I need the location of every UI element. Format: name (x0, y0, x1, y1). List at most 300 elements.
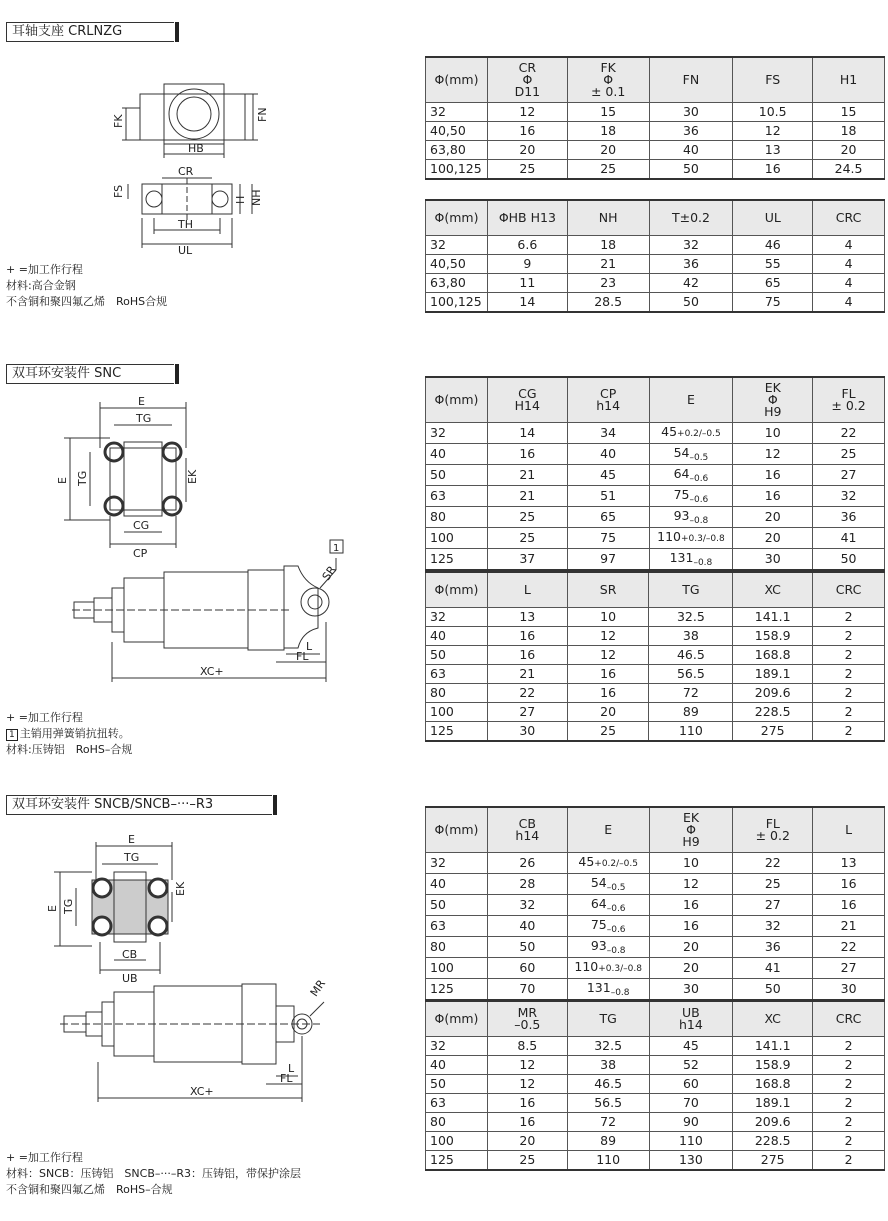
table-header-row (426, 200, 885, 236)
table-cell: 63 (426, 486, 488, 507)
table-cell: 9 (487, 255, 567, 274)
table-cell: 20 (567, 703, 649, 722)
dim-xc: XC+ (200, 665, 224, 678)
dim-e-left: E (56, 477, 69, 484)
column-header: NH (567, 200, 649, 236)
table-row (426, 1113, 885, 1132)
column-header: FN (649, 57, 733, 103)
table-cell: 2 (813, 646, 885, 665)
table-cell: 40 (426, 1056, 488, 1075)
table-cell: 32 (813, 486, 885, 507)
notes-snc: + =加工作行程 1 主销用弹簧销抗扭转。 材料:压铸铝 RoHS–合规 (6, 711, 133, 756)
table-cell: 60 (487, 958, 567, 979)
table-cell: 40 (426, 874, 488, 895)
column-header: Φ(mm) (426, 377, 488, 423)
table-cell: 158.9 (733, 1056, 813, 1075)
table-row (426, 684, 885, 703)
dim-cg: CG (133, 519, 150, 532)
table-row (426, 486, 885, 507)
column-header: ΦHB H13 (487, 200, 567, 236)
table-cell: 100,125 (426, 293, 488, 313)
table-cell: 32 (649, 236, 733, 255)
table-cell: 63,80 (426, 274, 488, 293)
table-cell: 2 (813, 627, 885, 646)
table-cell: 36 (649, 122, 733, 141)
table-cell: 50 (649, 293, 733, 313)
table-cell: 63 (426, 1094, 488, 1113)
table-cell: 55 (733, 255, 813, 274)
table-cell: 50 (426, 646, 488, 665)
table-cell: 16 (487, 627, 567, 646)
table-cell: 41 (813, 528, 885, 549)
table-cell: 65 (567, 507, 649, 528)
table-cell: 110+0.3/–0.8 (649, 528, 733, 549)
table-cell: 2 (813, 1132, 885, 1151)
table-cell: 46 (733, 236, 813, 255)
table-cell: 63 (426, 916, 488, 937)
table-cell: 2 (813, 665, 885, 684)
table-cell: 22 (813, 423, 885, 444)
table-snc-1 (425, 376, 885, 571)
table-cell: 80 (426, 684, 488, 703)
table-cell: 209.6 (733, 684, 813, 703)
table-header-row (426, 377, 885, 423)
column-header: CG H14 (487, 377, 567, 423)
dim-tg-left: TG (76, 470, 89, 486)
table-row (426, 1075, 885, 1094)
dim-ub: UB (122, 972, 138, 985)
table-cell: $93_{-0.8}$ (649, 507, 733, 528)
table-row (426, 1094, 885, 1113)
table-cell: 63 (426, 665, 488, 684)
table-cell: 16 (487, 646, 567, 665)
table-cell: 2 (813, 1113, 885, 1132)
column-header: Φ(mm) (426, 1001, 488, 1037)
callout-marker-1: 1 (333, 543, 340, 554)
table-cell: 50 (813, 549, 885, 571)
column-header: CRC (813, 572, 885, 608)
table-cell: 21 (487, 465, 567, 486)
table-cell: 25 (487, 507, 567, 528)
table-crlnzg-2 (425, 199, 885, 313)
table-cell: 4 (813, 293, 885, 313)
table-cell: $64_{-0.6}$ (649, 465, 733, 486)
table-cell: 158.9 (733, 627, 813, 646)
table-cell: 27 (813, 958, 885, 979)
table-row (426, 895, 885, 916)
dim-e-top: E (138, 395, 145, 408)
table-cell: 11 (487, 274, 567, 293)
table-cell: 16 (487, 122, 567, 141)
table-cell: 27 (733, 895, 813, 916)
column-header: Φ(mm) (426, 572, 488, 608)
table-cell: 10 (567, 608, 649, 627)
column-header: UB h14 (649, 1001, 733, 1037)
table-header-row (426, 572, 885, 608)
table-cell: 12 (487, 1075, 567, 1094)
table-cell: 189.1 (733, 665, 813, 684)
table-row (426, 103, 885, 122)
table-cell: 209.6 (733, 1113, 813, 1132)
table-crlnzg-1 (425, 56, 885, 180)
table-cell: 72 (649, 684, 733, 703)
table-cell: 16 (487, 1113, 567, 1132)
column-header: E (649, 377, 733, 423)
table-row (426, 255, 885, 274)
table-cell: 130 (649, 1151, 733, 1171)
table-cell: 51 (567, 486, 649, 507)
table-cell: 12 (649, 874, 733, 895)
table-header-row (426, 1001, 885, 1037)
table-cell: 25 (567, 160, 649, 180)
table-cell: 110+0.3/–0.8 (567, 958, 649, 979)
table-cell: 18 (567, 236, 649, 255)
dim-cp: CP (133, 547, 148, 560)
table-cell: 32.5 (567, 1037, 649, 1056)
table-cell: 20 (733, 528, 813, 549)
table-cell: 16 (649, 895, 733, 916)
table-row (426, 916, 885, 937)
table-cell: 25 (487, 160, 567, 180)
dim-tg-top: TG (124, 851, 140, 864)
dim-h: H (234, 195, 247, 204)
table-cell: 32 (426, 608, 488, 627)
table-cell: 27 (487, 703, 567, 722)
table-cell: 20 (567, 141, 649, 160)
table-cell: 21 (813, 916, 885, 937)
table-cell: 228.5 (733, 1132, 813, 1151)
table-cell: 141.1 (733, 1037, 813, 1056)
table-cell: $75_{-0.6}$ (649, 486, 733, 507)
table-cell: 38 (567, 1056, 649, 1075)
column-header: CRC (813, 200, 885, 236)
table-cell: 90 (649, 1113, 733, 1132)
table-cell: 36 (813, 507, 885, 528)
column-header: T±0.2 (649, 200, 733, 236)
table-cell: 16 (733, 465, 813, 486)
table-cell: 24.5 (813, 160, 885, 180)
table-cell: 45+0.2/–0.5 (649, 423, 733, 444)
table-cell: 10.5 (733, 103, 813, 122)
table-cell: 189.1 (733, 1094, 813, 1113)
table-cell: 36 (733, 937, 813, 958)
table-cell: 30 (733, 549, 813, 571)
crlnzg-body-front (140, 94, 245, 140)
table-cell: $54_{-0.5}$ (649, 444, 733, 465)
table-cell: 28.5 (567, 293, 649, 313)
table-cell: 45 (649, 1037, 733, 1056)
snc-drawing (40, 392, 360, 692)
table-cell: 16 (487, 1094, 567, 1113)
table-cell: 125 (426, 1151, 488, 1171)
table-cell: 100 (426, 703, 488, 722)
dim-xc: XC+ (190, 1085, 214, 1098)
table-cell: 80 (426, 1113, 488, 1132)
table-cell: 32.5 (649, 608, 733, 627)
table-cell: 32 (733, 916, 813, 937)
table-cell: 45+0.2/–0.5 (567, 853, 649, 874)
table-snc-2 (425, 571, 885, 742)
dim-fn: FN (256, 107, 269, 122)
column-header: TG (567, 1001, 649, 1037)
table-cell: 42 (649, 274, 733, 293)
table-cell: 18 (813, 122, 885, 141)
table-cell: 36 (649, 255, 733, 274)
table-cell: 10 (649, 853, 733, 874)
dim-th: TH (178, 218, 193, 231)
section-title-sncb: 双耳环安装件 SNCB/SNCB–···–R3 (6, 795, 272, 815)
table-cell: 10 (733, 423, 813, 444)
table-cell: 20 (649, 958, 733, 979)
table-cell: 4 (813, 236, 885, 255)
dim-sr: SR (319, 563, 339, 583)
table-cell: 25 (567, 722, 649, 742)
table-cell: 100 (426, 958, 488, 979)
table-cell: 25 (487, 528, 567, 549)
table-cell: 80 (426, 937, 488, 958)
table-cell: 60 (649, 1075, 733, 1094)
table-cell: 4 (813, 255, 885, 274)
table-cell: 15 (813, 103, 885, 122)
table-cell: 37 (487, 549, 567, 571)
table-cell: 2 (813, 1094, 885, 1113)
table-row (426, 444, 885, 465)
table-row (426, 549, 885, 571)
table-cell: 23 (567, 274, 649, 293)
dim-l: L (306, 640, 313, 653)
table-cell: 168.8 (733, 646, 813, 665)
column-header: Φ(mm) (426, 200, 488, 236)
table-row (426, 703, 885, 722)
dim-e-top: E (128, 833, 135, 846)
table-row (426, 937, 885, 958)
table-cell: 22 (813, 937, 885, 958)
section-title-snc: 双耳环安装件 SNC (6, 364, 174, 384)
table-row (426, 853, 885, 874)
table-row (426, 423, 885, 444)
column-header: CR Φ D11 (487, 57, 567, 103)
table-cell: 12 (733, 122, 813, 141)
table-cell: 4 (813, 274, 885, 293)
table-cell: 50 (426, 895, 488, 916)
table-cell: 16 (567, 684, 649, 703)
table-row (426, 722, 885, 742)
column-header: EK Φ H9 (649, 807, 733, 853)
table-row (426, 979, 885, 1001)
table-cell: 16 (567, 665, 649, 684)
table-cell: 30 (487, 722, 567, 742)
dim-e-left: E (46, 905, 59, 912)
table-cell: 89 (649, 703, 733, 722)
table-cell: 63,80 (426, 141, 488, 160)
dim-nh: NH (250, 189, 263, 206)
table-cell: 50 (649, 160, 733, 180)
dim-fl: FL (280, 1072, 293, 1085)
table-cell: 12 (487, 103, 567, 122)
table-row (426, 1132, 885, 1151)
table-cell: 110 (649, 1132, 733, 1151)
table-cell: 40,50 (426, 122, 488, 141)
table-cell: 50 (733, 979, 813, 1001)
table-row (426, 1151, 885, 1171)
table-cell: 40 (426, 444, 488, 465)
table-cell: 27 (813, 465, 885, 486)
table-cell: 72 (567, 1113, 649, 1132)
table-cell: 32 (426, 103, 488, 122)
table-cell: 168.8 (733, 1075, 813, 1094)
column-header: TG (649, 572, 733, 608)
table-cell: 275 (733, 1151, 813, 1171)
table-cell: 40,50 (426, 255, 488, 274)
column-header: L (813, 807, 885, 853)
note-marker-1: 1 (6, 729, 18, 741)
table-row (426, 160, 885, 180)
table-cell: 228.5 (733, 703, 813, 722)
table-row (426, 528, 885, 549)
table-cell: 30 (649, 979, 733, 1001)
table-cell: 15 (567, 103, 649, 122)
table-row (426, 1037, 885, 1056)
table-cell: 34 (567, 423, 649, 444)
column-header: E (567, 807, 649, 853)
table-cell: 20 (649, 937, 733, 958)
table-cell: 6.6 (487, 236, 567, 255)
table-cell: 41 (733, 958, 813, 979)
table-cell: 8.5 (487, 1037, 567, 1056)
table-cell: 52 (649, 1056, 733, 1075)
table-cell: 16 (733, 486, 813, 507)
table-cell: 50 (426, 465, 488, 486)
table-cell: 2 (813, 1075, 885, 1094)
table-header-row (426, 57, 885, 103)
table-cell: 20 (487, 1132, 567, 1151)
table-cell: 12 (567, 627, 649, 646)
table-cell: 16 (649, 916, 733, 937)
table-cell: 2 (813, 1151, 885, 1171)
table-cell: 32 (426, 423, 488, 444)
column-header: XC (733, 572, 813, 608)
table-cell: $93_{-0.8}$ (567, 937, 649, 958)
table-cell: 2 (813, 1056, 885, 1075)
column-header: FL ± 0.2 (813, 377, 885, 423)
column-header: CRC (813, 1001, 885, 1037)
table-cell: 50 (426, 1075, 488, 1094)
column-header: FK Φ ± 0.1 (567, 57, 649, 103)
table-cell: $54_{-0.5}$ (567, 874, 649, 895)
table-row (426, 646, 885, 665)
table-row (426, 293, 885, 313)
table-cell: 75 (567, 528, 649, 549)
column-header: EK Φ H9 (733, 377, 813, 423)
table-cell: 12 (487, 1056, 567, 1075)
notes-crlnzg: + =加工作行程 材料:高合金钢 不含铜和聚四氟乙烯 RoHS合规 (6, 263, 168, 308)
crlnzg-drawing (100, 60, 290, 260)
section-title-crlnzg: 耳轴支座 CRLNZG (6, 22, 174, 42)
table-cell: 2 (813, 703, 885, 722)
table-cell: 56.5 (567, 1094, 649, 1113)
table-row (426, 665, 885, 684)
table-row (426, 874, 885, 895)
table-cell: 32 (487, 895, 567, 916)
table-cell: 80 (426, 507, 488, 528)
column-header: FS (733, 57, 813, 103)
column-header: MR –0.5 (487, 1001, 567, 1037)
table-cell: 21 (487, 486, 567, 507)
table-cell: 40 (426, 627, 488, 646)
table-cell: 46.5 (649, 646, 733, 665)
table-sncb-1 (425, 806, 885, 1001)
table-cell: 100 (426, 1132, 488, 1151)
table-cell: 40 (487, 916, 567, 937)
table-cell: 70 (487, 979, 567, 1001)
table-cell: 30 (813, 979, 885, 1001)
table-sncb-2 (425, 1000, 885, 1171)
table-row (426, 958, 885, 979)
table-cell: 110 (649, 722, 733, 742)
dim-ek: EK (174, 881, 187, 896)
table-cell: 141.1 (733, 608, 813, 627)
table-cell: $131_{-0.8}$ (567, 979, 649, 1001)
table-row (426, 627, 885, 646)
table-row (426, 507, 885, 528)
table-cell: 30 (649, 103, 733, 122)
table-cell: 12 (733, 444, 813, 465)
table-cell: 46.5 (567, 1075, 649, 1094)
sncb-drawing (40, 822, 340, 1112)
table-cell: $131_{-0.8}$ (649, 549, 733, 571)
table-cell: 75 (733, 293, 813, 313)
dim-fl: FL (296, 650, 309, 663)
column-header: L (487, 572, 567, 608)
table-cell: 25 (813, 444, 885, 465)
table-cell: 13 (487, 608, 567, 627)
column-header: UL (733, 200, 813, 236)
table-cell: 56.5 (649, 665, 733, 684)
table-cell: 16 (813, 895, 885, 916)
table-cell: 125 (426, 549, 488, 571)
table-cell: 50 (487, 937, 567, 958)
table-cell: 25 (733, 874, 813, 895)
table-cell: 100 (426, 528, 488, 549)
table-cell: 14 (487, 293, 567, 313)
dim-tg-left: TG (62, 898, 75, 914)
table-cell: 89 (567, 1132, 649, 1151)
table-cell: 125 (426, 722, 488, 742)
table-cell: 40 (649, 141, 733, 160)
dim-ul: UL (178, 244, 193, 257)
table-cell: 16 (733, 160, 813, 180)
table-cell: 45 (567, 465, 649, 486)
table-cell: 14 (487, 423, 567, 444)
dim-hb: HB (188, 142, 204, 155)
table-cell: 2 (813, 722, 885, 742)
table-cell: 65 (733, 274, 813, 293)
dim-cr: CR (178, 165, 194, 178)
dim-fs: FS (112, 184, 125, 198)
table-cell: 21 (487, 665, 567, 684)
table-cell: $75_{-0.6}$ (567, 916, 649, 937)
column-header: Φ(mm) (426, 807, 488, 853)
table-cell: 32 (426, 1037, 488, 1056)
column-header: SR (567, 572, 649, 608)
column-header: Φ(mm) (426, 57, 488, 103)
table-cell: 26 (487, 853, 567, 874)
table-header-row (426, 807, 885, 853)
column-header: CP h14 (567, 377, 649, 423)
table-cell: 70 (649, 1094, 733, 1113)
table-cell: 25 (487, 1151, 567, 1171)
table-cell: 32 (426, 853, 488, 874)
